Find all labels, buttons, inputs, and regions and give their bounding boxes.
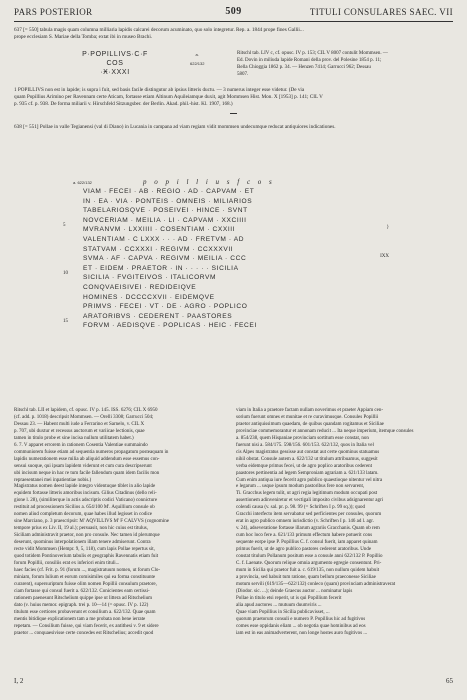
inscription-line: ·Ӿ·XXXI — [100, 69, 130, 76]
inscription-line: COS — [106, 60, 124, 67]
text-line: tempore prius ex Liv. II, 19 al.); persuasit, non hic cuius est titulus, — [14, 526, 148, 532]
footer-signature: I, 2 — [14, 677, 24, 685]
text-line: primus fuerit, ut de agro publico pastores cederent aratoribus. Unde — [236, 547, 372, 553]
line-number: 5 — [63, 223, 66, 228]
text-line: communiorem fuisse etiam ad sequentia numeros propagatum posteaquam in — [14, 449, 169, 455]
text-line: e legarum ... usque ipsum modum pastoribus fere non servarent, — [236, 484, 365, 490]
inscription-line: MVRANVM · LXXIIII · COSENTIAM · CXXIII — [83, 226, 236, 234]
header-rule — [14, 21, 453, 22]
reference-line: Ed. Dovin in miliuda lapide Romani della prov. del Polesine 1854 p. 11; — [237, 58, 382, 63]
text-line: Quae viam Popillius in Sicilia publicavisset, ... — [236, 609, 330, 615]
entry-637-commentary-3: p. 935 cf. p. 938. De forma miliarii v. Hirschfeld Sitzungsber. der Berlin. Akad. phil.-hist. Kl. 1907, 168.) — [14, 101, 233, 107]
page-number: 509 — [225, 6, 242, 17]
text-line: paastores pertinentia ad legem Semproniam agrariam a. 621/133 latam. — [236, 470, 379, 476]
running-header — [14, 7, 453, 19]
text-line: a. 854/238, quem Hispaniae provinciam sortitum esse constat, non — [236, 435, 369, 441]
text-line: repetam. — Consilium fuisse, qui viam fecerit, ex antithesi v. 9 et sidere — [14, 623, 159, 629]
text-line: Magistratus nomen deest lapide integro videntuque tiblet in alio lapide — [14, 484, 156, 490]
entry-637-commentary-1: 1 POPILLIVS non est in lapide; is supra i fuit, sed basis facile distingutur ab ipsius litteris ductu. — 3 numerus integer esse videtur. (De via — [14, 87, 305, 93]
inscription-line: PRIMVS · FECEI · VT · DE · AGRO · POPLICO — [83, 303, 248, 311]
text-line: alia apud auctores ... mutuum duumviris ... — [236, 602, 322, 608]
text-line: sorium fuerunt omnes et munitae et re curavimusque. Consules Popillii — [236, 414, 379, 420]
text-line: v. 24), adseveratione fortasse illarum agrariis Gracchanis. Quam ob rem — [236, 526, 380, 532]
text-line: equidem fortasse litteris amoribus incisum. Gilius Citadinus (dello reli- — [14, 491, 157, 497]
text-line: (Diodor. sic. ...); deinde Graecus auctor ... nominatur lapis — [236, 588, 353, 594]
reference-line: 5807. — [237, 72, 249, 77]
footer-number: 65 — [446, 677, 453, 685]
text-line: Cum enim antiqua iure fecerit agro publico quaestioque nitentur vel nitra — [236, 477, 383, 483]
inscription-line: VALENTIAM · C LXXX · · · AD · FRETVM · AD — [83, 235, 245, 243]
line-mark: } — [386, 225, 389, 230]
text-line: p. 707, ubi duxtur et recessus auctorum et variicae lectionis, quae — [14, 428, 145, 434]
entry-638-intro: 638 [= 551] Pollae in valle Tegianensi (val di Diano) in Lucania in campana ad viam regiam vidit mommsen undecumque reducat antiquiores indicationes. — [14, 124, 336, 130]
text-line: erat in agro publico omnem iurisdictio (v. Schriften I p. 146 ad l. agr. — [236, 519, 374, 525]
text-line: Dessau 23. — Habent multi iude a Ferrarino et Sarnelo, v. CIL X — [14, 421, 145, 427]
entry-637-intro-line2: prope ecclesiam S. Mariae della Tomba; extat ibi in museo Brachi. — [14, 34, 153, 40]
entry-637-intro: 637 [= 550] tabula magis quam columna milliaria lapidis calcarei decorum acuminato, quo solo integretur. Rep. a. 1844 prope fines Gallii... — [14, 27, 304, 33]
text-line: verba eidemque primus fecei, ut de agro poplico aratoribus cederent — [236, 463, 373, 469]
reference-line: Bella Chioggia 1862 p. 34. — Henzen 7414; Garrucci 962; Dessau — [237, 65, 371, 70]
text-line: comes esse oppidanis eliam ... ob negotia quae hominibus ad eos — [236, 623, 366, 629]
text-line: colendi causa (v. sal. pr. p. 98. 99 (= Schriften I p. 99 sq.)); quod — [236, 505, 365, 511]
inscription-line: ET · EIDEM · PRAETOR · IN · · · · · SICILIA — [83, 264, 239, 272]
date-siglum: a. 622/132 — [73, 180, 92, 185]
text-line: dato (v. huius memor. epigraph. trei p. 10—14 (= opusc. IV p. 122) — [14, 602, 149, 608]
text-line: forum Popillii, consiliis erat ex inferiori enim tituli... — [14, 560, 120, 566]
entry-637-references — [237, 50, 453, 78]
text-line: 6. 7. V apparet errorem in rationem Cosentia Valentiae summaindo — [14, 442, 148, 448]
inscription-line: SVMA · AF · CAPVA · REGIVM · MEILIA · CCC — [83, 255, 247, 263]
text-line: nihil obstat. Consule autem a. 622/132 ut titulum attribuamus, suggesit — [236, 456, 378, 462]
inscription-line: STATVAM · CCXXXI · REGIVM · CCXXXVII — [83, 245, 234, 253]
text-line: fuerunt nisi a. 584/175. 598/156. 601/153. 622/132, quos in Italia vel — [236, 442, 374, 448]
inscription-line: IN · EA · VIA · PONTEIS · OMNEIS · MILIARIOS — [83, 197, 253, 205]
text-line: Siciliam administravit praetor, non pro consule. Nec tamen id plerumque — [14, 533, 160, 539]
text-line: Ritschl tab. LII et lapidem, cf. opusc. IV p. 145. ISS. 6276; CIL X 6950 — [14, 408, 158, 413]
text-line: ciam fortasse qui consul fuerit a. 622/132. Conicientes eam certissi- — [14, 588, 150, 594]
text-line: motum servili (619/135—622/132) conleco (quam) provinciam administraverat — [236, 581, 396, 587]
text-line: restituit ad processionem Sicilios a. 654/100 M'. Aquillium consule ob — [14, 505, 155, 511]
text-line: praetor ... conquaesivisse certe concedes est Ritschelius; accedit quod — [14, 630, 154, 636]
text-line: provinciae commemorantur et annonam reducit ... Ita neque imperium, itemque consules — [236, 428, 414, 434]
text-line: recte vidit Mommsen (Hempr. 9, 5, 118), cum lapis Pollae repertus sit, — [14, 547, 155, 553]
text-line: rationem paenesunt Ritschelium quippe ipse ut littera ad Ritschelium — [14, 595, 153, 601]
inscription-line: FORVM · AEDISQVE · POPLICAS · HEIC · FECEI — [83, 322, 257, 330]
text-line: quod totidem Pontinoverium tabulis et geographis Ravennatis etiam fuit — [14, 554, 159, 560]
text-line: cum hoc loco fere a. 621/133 primum effectum habere potuerit cons — [236, 533, 373, 539]
text-line: mum in Sicilia qui praetor fuit a. c. 619/135, non nullum quidem habuit — [236, 567, 380, 573]
text-line: viam in Italia a praetore factam nullam noverimus et praeter Appiam cen- — [236, 408, 384, 413]
inscription-line: P·POPILLIVS·C·F — [82, 51, 148, 58]
date-siglum: a. 622/132 — [190, 52, 205, 66]
text-line: sequente eorpe ipse P. Popillius C. f. consul fuerit, iam apparet quinam — [236, 540, 378, 546]
inscription-line: TABELARIOSQVE · POSEIVEI · HINCE · SVNT — [83, 207, 248, 215]
text-line: repraesentanei mei inpatientiae nobis.) — [14, 477, 92, 483]
inscription-line: CONQVAEISIVEI · REDIDEIQVE — [83, 283, 197, 291]
text-line: tamen in titulo probe et sine incisa nullum utilitatem habet.) — [14, 435, 134, 441]
text-line: miniam, forum Iulium et eorum comisimiles qui ea forma constituunte — [14, 574, 156, 580]
text-line: (cf. add. p. 1018) descripsit Mommsen. — Orelli 3308; Garrucci 504; — [14, 414, 154, 420]
text-line: constat titulum Pollanum positum esse a consule anni 622/132 P. Popillio — [236, 554, 383, 560]
inscription-line: ARATORIBVS · CEDERENT · PAASTORES — [83, 312, 233, 320]
text-line: a provincia, sed habuit tum ratione, quam bellum praeconesse Siciliae — [236, 574, 376, 580]
header-right: TITULI CONSULARES SAEC. VII — [309, 7, 453, 17]
text-line: quorum praetorum consuli e numero P. Popillius hic ad fugitivos — [236, 616, 366, 622]
text-line: nomen aliud completum decorum, quae habes illud legisset in codice — [14, 512, 153, 518]
commentary-right-column — [236, 408, 454, 637]
line-mark: IXX — [380, 254, 389, 259]
text-line: cis Alpes magistratus gessisse aut constat aut certe quominus statuamus — [236, 449, 380, 455]
inscription-line: SICILIA · FVGITEIVOS · ITALICORVM — [83, 274, 217, 282]
text-line: Pollae in titulo etsi reperit, ut is qui Popillium fecerit — [236, 595, 342, 601]
inscription-638 — [63, 178, 389, 331]
reference-line: Ritschl tab. LIV c, cf. opusc. IV p. 153; CIL V 8007 contulit Mommsen. — — [237, 51, 388, 56]
inscription-637 — [50, 50, 205, 77]
text-line: curarent), supersuriptum fuisse olim nomen Popillii consulum praetore, — [14, 581, 157, 587]
text-line: sensui suoque, qui ipsam lapidem viderunt et cum cura descripserunt — [14, 463, 152, 469]
text-line: iam est in eas animadverterent, non longe hostes auro fugitivos ... — [236, 630, 368, 636]
text-line: praetor antiquissimum quaedam, de quibus quandam rogitamus et Siciliae — [236, 421, 384, 427]
text-line: assertionem adinveniretur et vectigali imposito civibus adsignarentur agri — [236, 498, 384, 504]
entry-637-commentary-2: quam Popillius Arimino per Ravennam certe Aticam, fortasse etiam Altinum Aquileiamque duxit, agit Mommsen Hist. Mon. X [1953] p. 141; CIL V — [14, 94, 323, 100]
text-line: titulum esse certiores probaverunt et consilium a. 622/132. Quae quam — [14, 609, 156, 615]
inscription-line: VIAM · FECEI · AB · REGIO · AD · CAPVAM · ET — [83, 188, 255, 195]
text-line: Ti. Gracchus legem tulit, ut agri regia legitimum modum occupati post — [236, 491, 378, 497]
text-line: gione l. 28), (similiterque in actis adscriptis codici Vaticano) connicture — [14, 498, 158, 504]
inscription-head: p o p i l l i u s f c o s — [143, 178, 275, 186]
text-line: Gracchi interfecto item servabatur sed perficientes per consules, quorum — [236, 512, 382, 518]
text-line: C. f. Laenate. Quorum relique omnia argumento egregie consentunt. Pri- — [236, 560, 382, 566]
line-number: 15 — [63, 319, 68, 324]
text-line: ubi incisum neque in hac re tum facile fallendum quam idem facilis mon — [14, 470, 160, 476]
text-line: deserunt, quominus interpolationem illam tenere admiserunt. Contra — [14, 540, 151, 546]
inscription-line: NOVCERIAM · MEILIA · LI · CAPVAM · XXCIIII — [83, 216, 247, 224]
line-number: 10 — [63, 271, 68, 276]
commentary-left-column — [14, 408, 232, 637]
text-line: sine Marciano, p. 3 praescripsit: M' AQVILLIVS M' F CALVVS (cognomine — [14, 519, 169, 525]
inscription-line: HOMINES · DCCCCXVII · EIDEMQVE — [83, 293, 215, 301]
text-line: lapidis numerationem esse milia ab aliquid addendum esse essemus con- — [14, 456, 160, 462]
text-line: haec facies (cf. Frit. p. 91 (forum ..., magistratuum nomen, ut forum Clo- — [14, 567, 161, 573]
entry-divider — [230, 113, 237, 114]
text-line: mentis bitidique explicationem tam a me probata non bene ierrate — [14, 616, 146, 622]
header-left: PARS POSTERIOR — [14, 7, 93, 17]
